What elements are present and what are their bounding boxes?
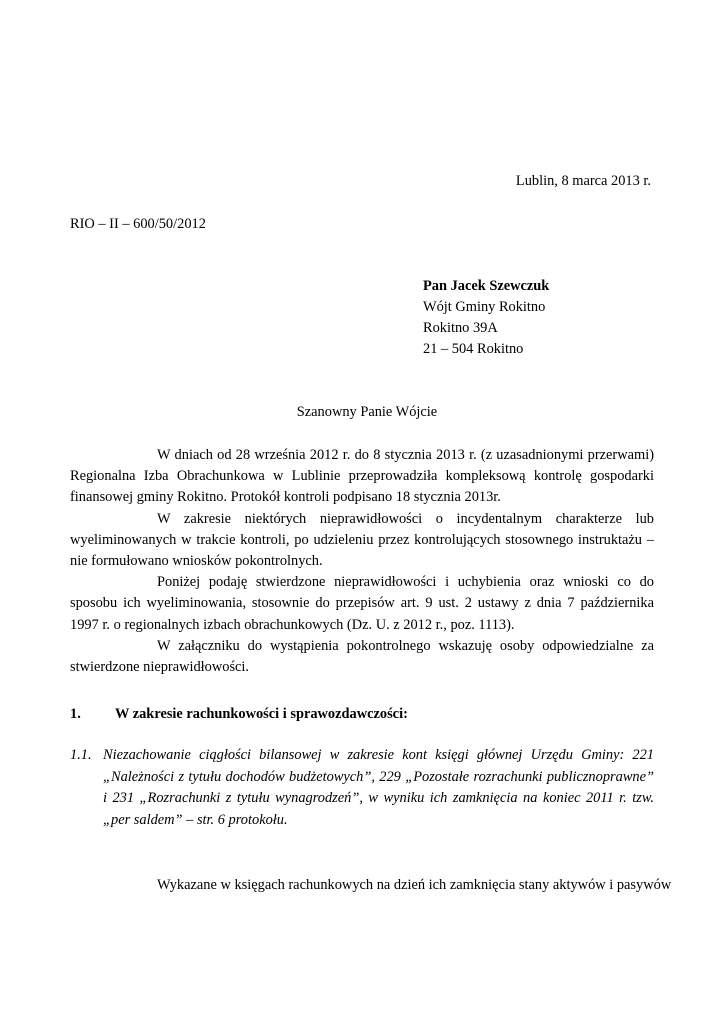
recipient-address [423,276,549,360]
section-heading [70,704,654,724]
recipient-street: Rokitno 39A [423,320,498,336]
recipient-name: Pan Jacek Szewczuk [423,278,550,294]
finding-number: 1.1. [70,747,92,763]
salutation: Szanowny Panie Wójcie [296,404,438,420]
section-title: W zakresie rachunkowości i sprawozdawczości: [115,706,408,722]
section-number: 1. [70,706,81,722]
recipient-title: Wójt Gminy Rokitno [423,299,546,315]
letter-body [70,445,654,678]
reference-number: RIO – II – 600/50/2012 [70,216,206,232]
recipient-postal: 21 – 504 Rokitno [423,341,524,357]
body-paragraph: Poniżej podaję stwierdzone nieprawidłowości i uchybienia oraz wnioski co do sposobu ich wyeliminowania, stosownie do przepisów art. 9 ust. 2 ustawy z dnia 7 października 1997 r. o regionalnych izbach obrachunkowych (Dz. U. z 2012 r., poz. 1113). [70,574,654,633]
body-paragraph: W załączniku do wystąpienia pokontrolnego wskazuję osoby odpowiedzialne za stwierdzone nieprawidłowości. [70,637,654,676]
finding-text: Niezachowanie ciągłości bilansowej w zakresie kont księgi głównej Urzędu Gminy: 221 „Należności z tytułu dochodów budżetowych”, 229 „Pozostałe rozrachunki publicznoprawne” i 231 „Rozrachunki z tytułu wynagrodzeń”, w wyniku ich zamknięcia na koniec 2011 r. tzw. „per saldem” – str. 6 protokołu. [103,747,654,828]
body-paragraph: W zakresie niektórych nieprawidłowości o incydentalnym charakterze lub wyeliminowanych w trakcie kontroli, po udzieleniu przez kontrolujących stosownego instruktażu – nie formułowano wniosków pokontrolnych. [70,510,654,570]
continuation-line: Wykazane w księgach rachunkowych na dzień ich zamknięcia stany aktywów i pasywów [157,877,672,893]
finding-item [70,745,654,831]
letter-date: Lublin, 8 marca 2013 r. [515,173,651,189]
body-paragraph: W dniach od 28 września 2012 r. do 8 stycznia 2013 r. (z uzasadnionymi przerwami) Regionalna Izba Obrachunkowa w Lublinie przeprowadziła kompleksową kontrolę gospodarki finansowej gminy Rokitno. Protokół kontroli podpisano 18 stycznia 2013r. [70,447,654,506]
